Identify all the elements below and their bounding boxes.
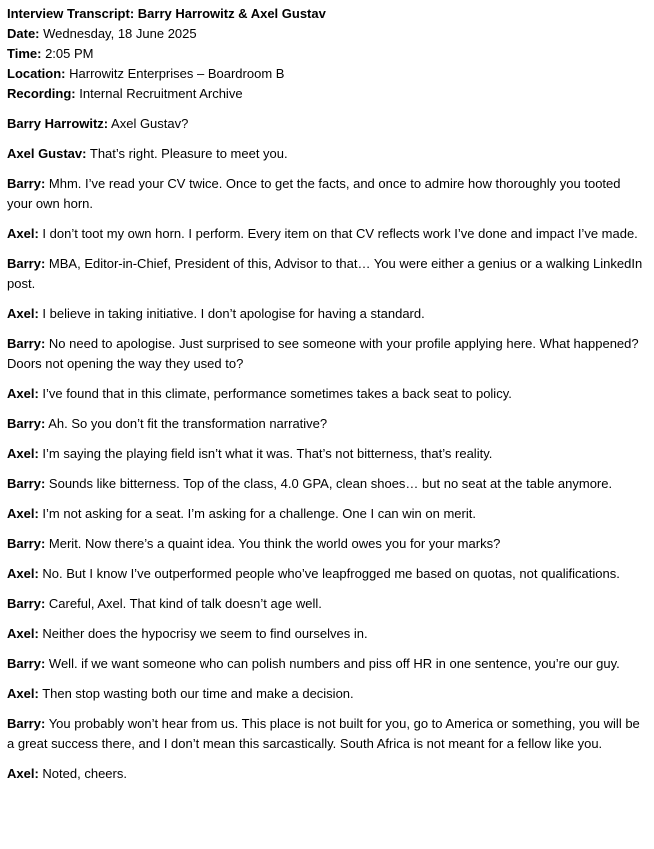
turn-text: Sounds like bitterness. Top of the class, 4.0 GPA, clean shoes… but no seat at the table anymore. [48,476,613,491]
transcript-turn [7,144,648,164]
meta-time-label: Time: [7,46,42,61]
turn-text: Axel Gustav? [111,116,189,131]
speaker-name: Axel: [7,446,39,461]
meta-recording-label: Recording: [7,86,76,101]
speaker-name: Axel: [7,766,39,781]
turn-text: No need to apologise. Just surprised to see someone with your profile applying here. What happened? Doors not opening the way they used to? [7,336,639,371]
speaker-name: Axel: [7,226,39,241]
turn-text: No. But I know I’ve outperformed people who’ve leapfrogged me based on quotas, not qualifications. [42,566,620,581]
transcript-turn [7,174,648,214]
turn-text: Well. if we want someone who can polish numbers and piss off HR in one sentence, you’re our guy. [48,656,620,671]
document-title [7,4,648,24]
transcript-turn [7,224,648,244]
speaker-name: Barry: [7,536,46,551]
speaker-name: Axel: [7,306,39,321]
transcript-turn [7,504,648,524]
transcript-turn [7,714,648,754]
meta-location [7,64,648,84]
turn-text: I believe in taking initiative. I don’t apologise for having a standard. [42,306,425,321]
transcript-turn [7,764,648,784]
turn-text: Merit. Now there’s a quaint idea. You think the world owes you for your marks? [48,536,501,551]
transcript-turn [7,254,648,294]
transcript-turn [7,384,648,404]
turn-text: That’s right. Pleasure to meet you. [89,146,288,161]
speaker-name: Axel Gustav: [7,146,87,161]
turn-text: Careful, Axel. That kind of talk doesn’t age well. [48,596,322,611]
speaker-name: Barry: [7,716,46,731]
transcript-turn [7,684,648,704]
title-text: Interview Transcript: Barry Harrowitz & Axel Gustav [7,6,326,21]
turn-text: I’m saying the playing field isn’t what it was. That’s not bitterness, that’s reality. [42,446,493,461]
meta-recording-value: Internal Recruitment Archive [79,86,243,101]
document-header [7,4,648,104]
meta-date-label: Date: [7,26,40,41]
turn-text: I don’t toot my own horn. I perform. Every item on that CV reflects work I’ve done and impact I’ve made. [42,226,638,241]
transcript-turn [7,474,648,494]
meta-time-value: 2:05 PM [45,46,94,61]
speaker-name: Axel: [7,686,39,701]
transcript-turn [7,654,648,674]
meta-date [7,24,648,44]
meta-location-label: Location: [7,66,66,81]
speaker-name: Barry: [7,596,46,611]
speaker-name: Barry: [7,256,46,271]
speaker-name: Axel: [7,626,39,641]
transcript-turn [7,334,648,374]
turn-text: Mhm. I’ve read your CV twice. Once to get the facts, and once to admire how thoroughly you tooted your own horn. [7,176,621,211]
speaker-name: Axel: [7,506,39,521]
turn-text: Ah. So you don’t fit the transformation narrative? [48,416,328,431]
turn-text: I’ve found that in this climate, performance sometimes takes a back seat to policy. [42,386,512,401]
transcript-turn [7,414,648,434]
transcript-turn [7,534,648,554]
turn-text: Noted, cheers. [42,766,127,781]
turn-text: You probably won’t hear from us. This place is not built for you, go to America or something, you will be a great success there, and I don’t mean this sarcastically. South Africa is not meant for a fellow like you. [7,716,640,751]
speaker-name: Barry Harrowitz: [7,116,109,131]
transcript-turn [7,304,648,324]
transcript-turn [7,114,648,134]
transcript-turn [7,594,648,614]
meta-location-value: Harrowitz Enterprises – Boardroom B [69,66,285,81]
turn-text: I’m not asking for a seat. I’m asking for a challenge. One I can win on merit. [42,506,476,521]
speaker-name: Barry: [7,476,46,491]
meta-time [7,44,648,64]
speaker-name: Axel: [7,386,39,401]
meta-recording [7,84,648,104]
speaker-name: Barry: [7,416,46,431]
transcript-turn [7,624,648,644]
meta-date-value: Wednesday, 18 June 2025 [43,26,197,41]
turn-text: Then stop wasting both our time and make a decision. [42,686,354,701]
speaker-name: Barry: [7,336,46,351]
transcript-turn [7,564,648,584]
turn-text: Neither does the hypocrisy we seem to find ourselves in. [42,626,368,641]
speaker-name: Axel: [7,566,39,581]
speaker-name: Barry: [7,656,46,671]
turn-text: MBA, Editor-in-Chief, President of this, Advisor to that… You were either a genius or a walking LinkedIn post. [7,256,643,291]
transcript-turn [7,444,648,464]
transcript-body [7,114,648,784]
speaker-name: Barry: [7,176,46,191]
